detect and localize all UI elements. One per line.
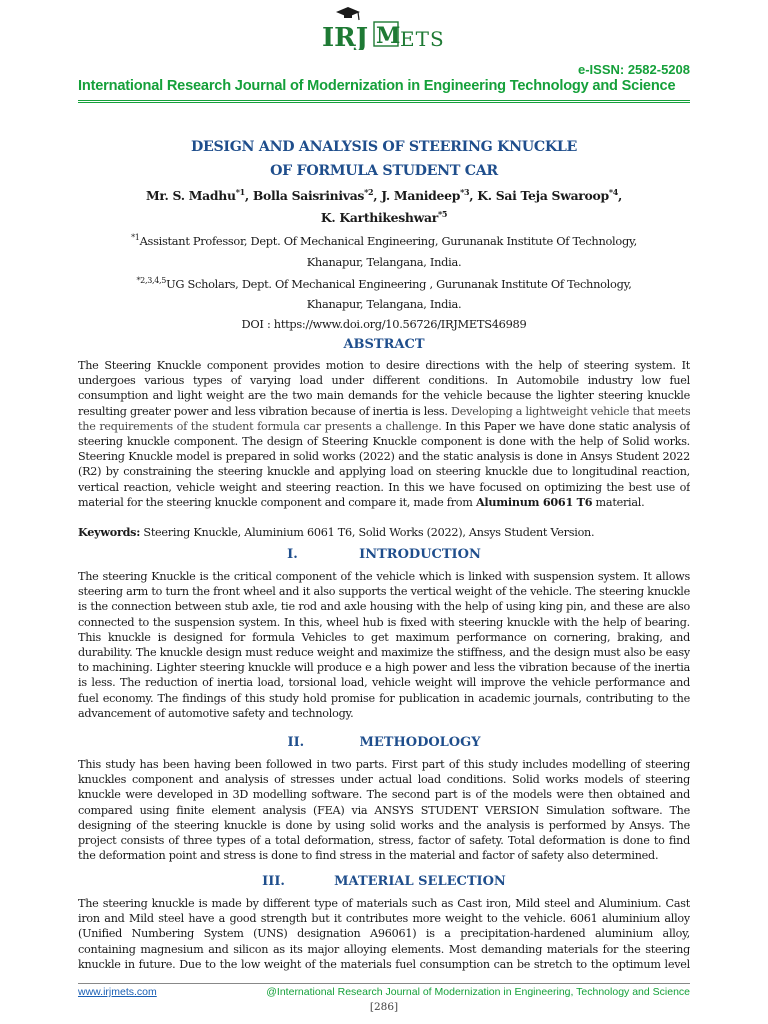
abstract-body: The Steering Knuckle component provides motion to desire directions with the help of steering system. It undergoes various types of varying load under different conditions. In Automobile industry low fuel consumption and light weight are the two main demands for the vehicle because the lighter steering knuckle resulting greater power and less vibration because of inertia is less. Developing a lightweight vehicle that meets the requirements of the student formula car presents a challenge. In this Paper we have done static analysis of steering knuckle component. The design of Steering Knuckle component is done with the help of Solid works. Steering Knuckle model is prepared in solid works (2022) and the static analysis is done in Ansys Student 2022 (R2) by constraining the steering knuckle and applying load on steering knuckle due to longitudinal reaction, vertical reaction, vehicle weight and steering reaction. In this we have focused on optimizing the best use of material for the steering knuckle component and compare it, made from Aluminum 6061 T6 material.: [78, 359, 690, 509]
introduction-body: The steering Knuckle is the critical component of the vehicle which is linked with suspension system. It allows steering arm to turn the front wheel and it also supports the vertical weight of the vehicle. The steering knuckle is the connection between stub axle, tie rod and axle housing with the help of using king pin, and these are also connected to the suspension system. In this, wheel hub is fixed with steering knuckle with the help of bearing. This knuckle is designed for formula Vehicles to get maximum performance on cornering, braking, and durability. The knuckle design must reduce weight and maximize the stiffness, and the design must also be easy to machining. Lighter steering knuckle will produce e a high power and less the vibration because of the inertia is less. The reduction of inertia load, torsional load, vehicle weight will improve the vehicle performance and fuel economy. The findings of this study hold promise for publication in academic journals, contributing to the advancement of automotive safety and technology.: [78, 570, 690, 720]
paper-title-line2: OF FORMULA STUDENT CAR: [270, 163, 498, 179]
journal-website-link[interactable]: www.irjmets.com: [78, 986, 157, 998]
material-selection-body: The steering knuckle is made by different type of materials such as Cast iron, Mild steel and Aluminium. Cast iron and Mild steel have a good strength but it contributes more weight to the vehicle. 6061 aluminium alloy (Unified Numbering System (UNS) designation A96061) is a precipitation-hardened aluminium alloy, containing magnesium and silicon as its major alloying elements. Most demanding materials for the steering knuckle in future. Due to the low weight of the materials fuel consumption can be stretch to the optimum level: [78, 897, 690, 971]
authors-line1: Mr. S. Madhu$^{*1}$, Bolla Saisrinivas$^{*2}$, J. Manideep$^{*3}$, K. Sai Teja Swaroop$^{*4}$,: [146, 187, 622, 204]
issn: e-ISSN: 2582-5208: [577, 62, 690, 77]
svg-text:IRJ: IRJ: [322, 23, 369, 50]
page-number: [286]: [369, 1001, 399, 1013]
footer-copyright: @International Research Journal of Modernization in Engineering, Technology and Science: [266, 986, 690, 998]
header-rule: [78, 100, 690, 101]
header-rule-2: [78, 102, 690, 103]
paper-title-line1: DESIGN AND ANALYSIS OF STEERING KNUCKLE: [190, 139, 578, 155]
journal-logo: [318, 6, 450, 50]
affiliation-2-location: Khanapur, Telangana, India.: [306, 297, 462, 311]
affiliation-1-location: Khanapur, Telangana, India.: [306, 255, 462, 269]
keywords: Keywords: Steering Knuckle, Aluminium 6061 T6, Solid Works (2022), Ansys Student Version.: [78, 525, 595, 539]
abstract-heading: ABSTRACT: [343, 337, 425, 352]
methodology-body: This study has been having been followed in two parts. First part of this study includes modelling of steering knuckles component and analysis of stresses under actual load conditions. Solid works models of steering knuckle were developed in 3D modelling software. The second part is of the models were then obtained and compared using finite element analysis (FEA) via ANSYS STUDENT VERSION Simulation software. The designing of the steering knuckle is done by using solid works and the analysis is performed by Ansys. The project consists of three types of a total deformation, stress, factor of safety. Total deformation is done to find the deformation point and stress is done to find stress in the material and factor of safety also determined.: [78, 758, 690, 863]
section-material-selection-heading: III. MATERIAL SELECTION: [262, 874, 506, 889]
affiliation-2: $^{*2,3,4,5}$UG Scholars, Dept. Of Mechanical Engineering , Gurunanak Institute Of Technology,: [136, 276, 632, 291]
section-introduction-heading: I. INTRODUCTION: [287, 547, 481, 562]
svg-text:M: M: [376, 23, 401, 49]
footer-rule: [78, 983, 690, 984]
affiliation-1: $^{*1}$Assistant Professor, Dept. Of Mechanical Engineering, Gurunanak Institute Of Technology,: [131, 233, 637, 248]
doi: DOI : https://www.doi.org/10.56726/IRJMETS46989: [241, 317, 527, 331]
journal-name: International Research Journal of Modernization in Engineering Technology and Science: [78, 78, 676, 94]
authors-line2: K. Karthikeshwar$^{*5}$: [320, 209, 448, 226]
svg-text:ETS: ETS: [400, 27, 445, 50]
section-methodology-heading: II. METHODOLOGY: [287, 735, 481, 750]
